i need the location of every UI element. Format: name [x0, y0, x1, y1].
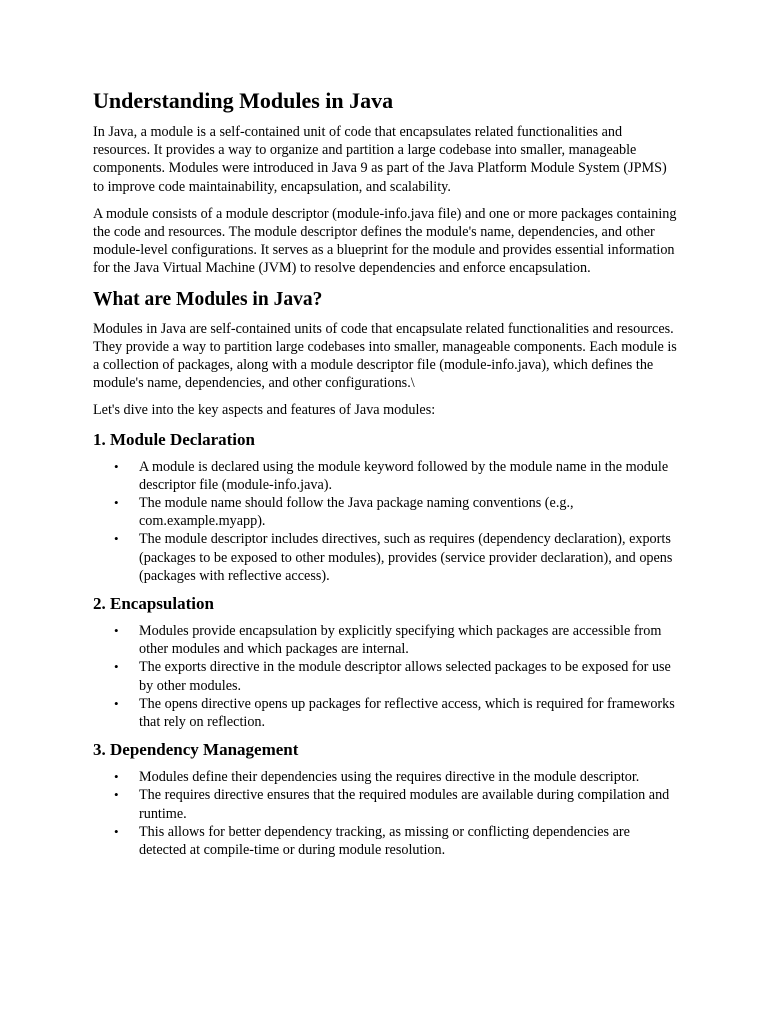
list-item-text: Modules define their dependencies using the requires directive in the module descriptor. — [139, 769, 640, 786]
bullet-icon: • — [114, 823, 119, 839]
bullet-icon: • — [114, 623, 119, 639]
list-item — [114, 786, 680, 822]
section-paragraph: Modules in Java are self-contained units of code that encapsulate related functionalities and resources. They provide a way to partition large codebases into smaller, manageable components. Each module is a collection of packages, along with a module descriptor file (module-info.java), which defines the module's name, dependencies, and other configurations.\ — [93, 320, 677, 392]
list-item-text: The opens directive opens up packages for reflective access, which is required for frameworks that rely on reflection. — [139, 695, 675, 731]
bullet-list — [93, 458, 680, 585]
list-item — [114, 768, 680, 786]
list-item-text: This allows for better dependency tracking, as missing or conflicting dependencies are detected at compile-time or during module resolution. — [139, 823, 630, 859]
list-item — [114, 530, 680, 585]
list-item — [114, 658, 680, 694]
subsection-heading: 2. Encapsulation — [93, 594, 214, 614]
subsection-heading: 3. Dependency Management — [93, 740, 299, 760]
list-item-text: The module name should follow the Java package naming conventions (e.g., com.example.myapp). — [139, 495, 574, 530]
list-item — [114, 494, 680, 530]
section-heading: What are Modules in Java? — [93, 288, 323, 310]
list-item — [114, 458, 680, 494]
intro-paragraph: In Java, a module is a self-contained unit of code that encapsulates related functionalities and resources. It provides a way to organize and partition a large codebase into smaller, manageable components. Modules were introduced in Java 9 as part of the Java Platform Module System (JPMS) to improve code maintainability, encapsulation, and scalability. — [93, 124, 667, 195]
list-item-text: The module descriptor includes directives, such as requires (dependency declaration), exports (packages to be exposed to other modules), provides (service provider declaration), and opens (packages with reflective access). — [139, 531, 673, 584]
intro-paragraph: A module consists of a module descriptor (module-info.java file) and one or more packages containing the code and resources. The module descriptor defines the module's name, dependencies, and other module-level configurations. It serves as a blueprint for the module and provides essential information for the Java Virtual Machine (JVM) to resolve dependencies and enforce encapsulation. — [93, 205, 677, 277]
list-item-text: Modules provide encapsulation by explicitly specifying which packages are accessible from other modules and which packages are internal. — [139, 623, 662, 658]
bullet-icon: • — [114, 458, 119, 474]
list-item — [114, 695, 680, 731]
subsection-heading: 1. Module Declaration — [93, 429, 255, 449]
bullet-list — [93, 768, 680, 859]
list-item — [114, 823, 680, 859]
bullet-icon: • — [114, 531, 119, 547]
bullet-list — [93, 622, 680, 731]
list-item-text: The exports directive in the module descriptor allows selected packages to be exposed for use by other modules. — [139, 659, 671, 694]
bullet-icon: • — [114, 695, 119, 711]
list-item — [114, 622, 680, 658]
list-item-text: A module is declared using the module keyword followed by the module name in the module descriptor file (module-info.java). — [139, 458, 669, 493]
bullet-icon: • — [114, 495, 119, 511]
list-item-text: The requires directive ensures that the required modules are available during compilation and runtime. — [139, 787, 670, 822]
section-paragraph: Let's dive into the key aspects and features of Java modules: — [93, 402, 436, 419]
bullet-icon: • — [114, 659, 119, 675]
document-title: Understanding Modules in Java — [93, 88, 394, 113]
bullet-icon: • — [114, 769, 119, 785]
bullet-icon: • — [114, 787, 119, 803]
